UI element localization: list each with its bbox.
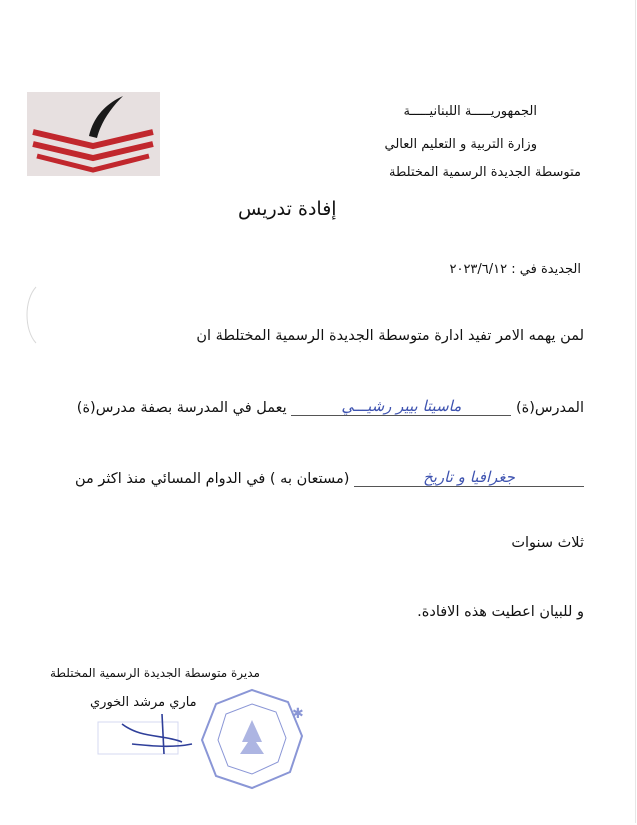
header-school: متوسطة الجديدة الرسمية المختلطة bbox=[389, 165, 581, 180]
service-text: (مستعان به ) في الدوام المسائي منذ اكثر من bbox=[75, 471, 350, 487]
header-republic: الجمهوريـــــة اللبنانيـــــة bbox=[403, 104, 537, 119]
document-date: الجديدة في : ٢٠٢٣/٦/١٢ bbox=[449, 262, 581, 277]
signature-name: ماري مرشد الخوري bbox=[90, 695, 197, 710]
header-ministry: وزارة التربية و التعليم العالي bbox=[384, 137, 537, 152]
document-title: إفادة تدريس bbox=[238, 198, 337, 220]
signature-title: مديرة متوسطة الجديدة الرسمية المختلطة bbox=[50, 666, 260, 680]
body-line-3 bbox=[75, 468, 584, 487]
teacher-label: المدرس(ة) bbox=[515, 400, 584, 416]
teacher-name: ماسيتا بيير رشيـــي bbox=[341, 397, 462, 415]
teacher-name-field bbox=[291, 397, 511, 416]
body-line-1: لمن يهمه الامر تفيد ادارة متوسطة الجديدة الرسمية المختلطة ان bbox=[196, 328, 584, 344]
teacher-role: يعمل في المدرسة بصفة مدرس(ة) bbox=[76, 400, 287, 416]
scan-mark bbox=[20, 285, 40, 345]
subject-field bbox=[354, 468, 584, 487]
body-line-5: و للبيان اعطيت هذه الافادة. bbox=[417, 604, 584, 620]
body-line-2 bbox=[77, 397, 584, 416]
body-line-4: ثلاث سنوات bbox=[511, 535, 584, 551]
school-logo bbox=[27, 92, 160, 176]
svg-text:✱: ✱ bbox=[292, 706, 304, 722]
subject-text: جغرافيا و تاريخ bbox=[423, 468, 515, 486]
